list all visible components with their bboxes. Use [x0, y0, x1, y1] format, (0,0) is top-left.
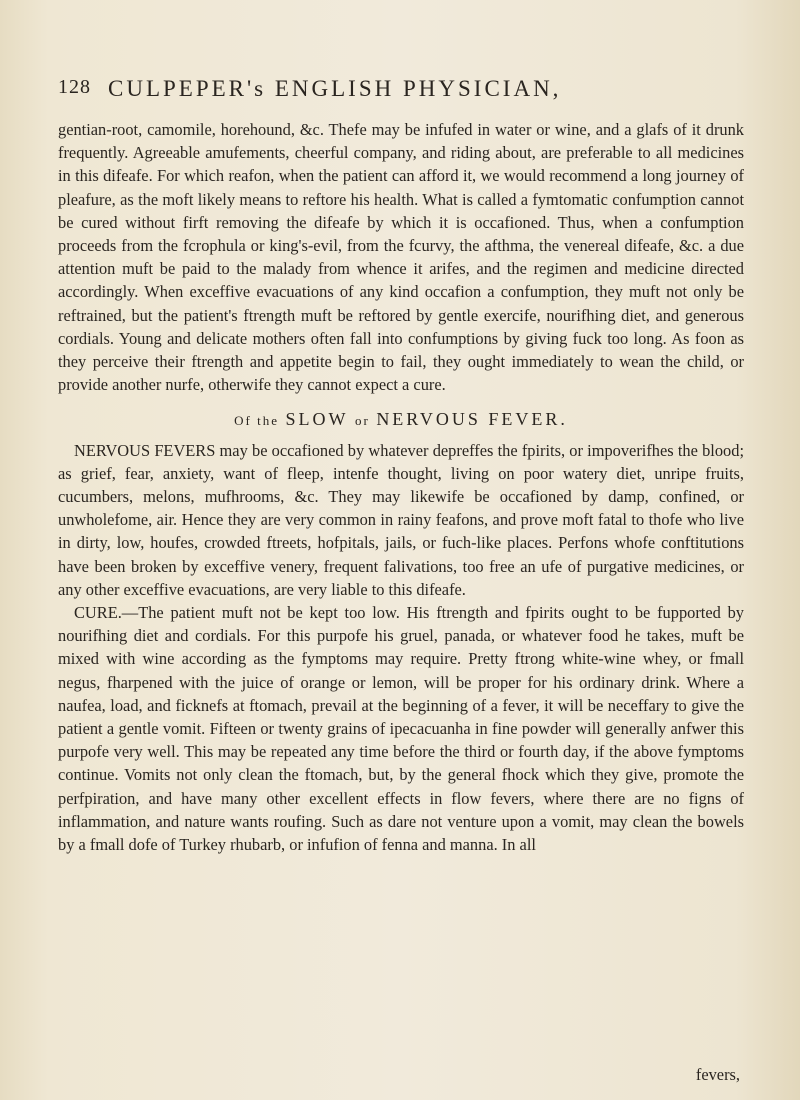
paragraph-nervous-fevers: NERVOUS FEVERS may be occafioned by whatever depreffes the fpirits, or impoverifhes the blood; as grief, fear, anxiety, want of fleep, intenfe thought, living on poor watery diet, unripe fruits, cucumbers, melons, mufhrooms, &c. They may likewife be occafioned by damp, confined, or unwholefome, air. Hence they are very common in rainy feafons, and prove moft fatal to thofe who live in dirty, low, houfes, crowded ftreets, hofpitals, jails, or fuch-like places. Perfons whofe conftitutions have been broken by exceffive venery, frequent falivations, too free an ufe of purgative medicines, or any other exceffive evacuations, are very liable to this difeafe. — [58, 440, 744, 599]
running-title: CULPEPER's ENGLISH PHYSICIAN, — [108, 76, 562, 101]
heading-or: or — [354, 413, 370, 429]
paragraph-cure: CURE.—The patient muft not be kept too low. His ftrength and fpirits ought to be fupported by nourifhing diet and cordials. For this purpofe his gruel, panada, or whatever food he takes, muft be mixed with wine according as the fymptoms may require. Pretty ftrong white-wine whey, or fmall negus, fharpened with the juice of orange or lemon, will be proper for his ordinary drink. Where a naufea, load, and ficknefs at ftomach, prevail at the beginning of a fever, it will be neceffary to give the patient a gentle vomit. Fifteen or twenty grains of ipecacuanha in fine powder will generally anfwer this purpofe very well. This may be repeated any time before the third or fourth day, if the above fymptoms continue. Vomits not only clean the ftomach, but, by the general fhock which they give, promote the perfpiration, and have many other excellent effects in flow fevers, where there are no figns of inflammation, and nature wants roufing. Such as dare not venture upon a vomit, may clean the bowels by a fmall dofe of Turkey rhubarb, or infufion of fenna and manna. In all — [58, 603, 744, 855]
paragraph-consumption: gentian-root, camomile, horehound, &c. Thefe may be infufed in water or wine, and a glafs of it drunk frequently. Agreeable amufements, cheerful company, and riding about, are preferable to all medicines in this difeafe. For which reafon, when the patient can afford it, we would recommend a long journey of pleafure, as the moft likely means to reftore his health. What is called a fymtomatic confumption cannot be cured without firft removing the difeafe by which it is occafioned. Thus, when a confumption proceeds from the fcrophula or king's-evil, from the fcurvy, the afthma, the venereal difeafe, &c. a due attention muft be paid to the malady from whence it arifes, and the regimen and medicine directed accordingly. When exceffive evacuations of any kind occafion a confumption, they muft not only be reftrained, but the patient's ftrength muft be reftored by gentle exercife, nourifhing diet, and generous cordials. Young and delicate mothers often fall into confumptions by giving fuck too long. As foon as they perceive their ftrength and appetite begin to fail, they ought immediately to wean the child, or provide another nurfe, otherwife they cannot expect a cure. — [58, 120, 744, 395]
heading-slow: SLOW — [285, 409, 349, 430]
section-heading — [58, 408, 744, 432]
page-number: 128 — [58, 76, 91, 98]
page-header — [58, 76, 740, 106]
body-text — [58, 118, 744, 856]
catchword: fevers, — [695, 1065, 740, 1084]
heading-nervous-fever: NERVOUS FEVER. — [376, 409, 568, 430]
heading-of: Of the — [234, 413, 279, 429]
